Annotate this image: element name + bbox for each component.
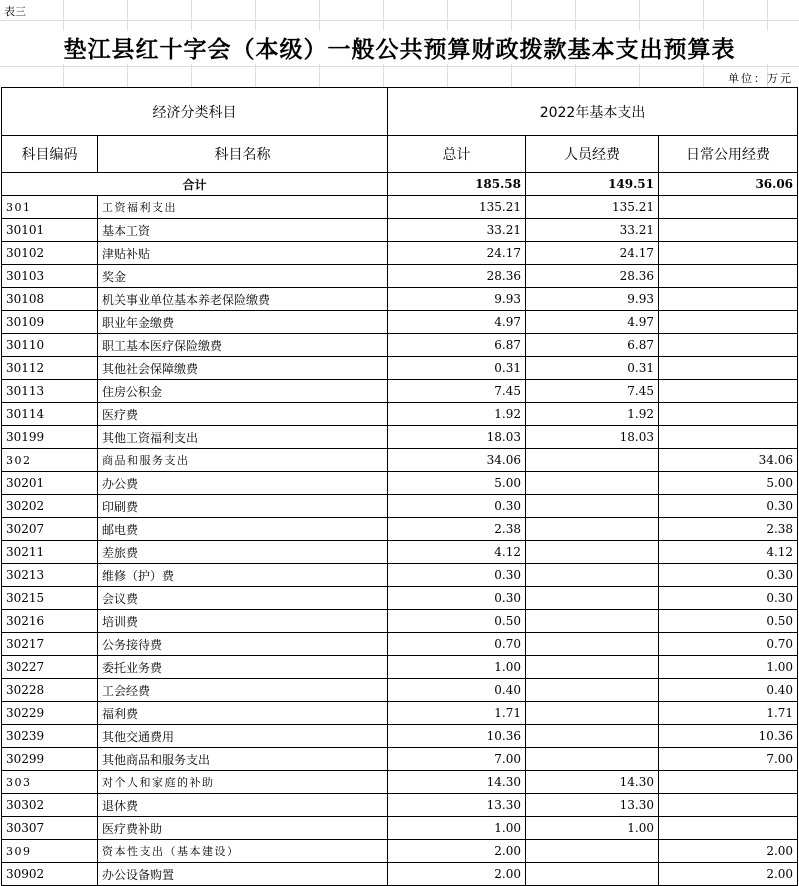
row-name: 委托业务费 <box>98 656 388 679</box>
row-personnel <box>526 702 659 725</box>
row-personnel: 4.97 <box>526 311 659 334</box>
table-row <box>2 288 798 311</box>
row-total: 4.12 <box>388 541 526 564</box>
row-code: 30199 <box>2 426 98 449</box>
row-name: 公务接待费 <box>98 633 388 656</box>
header-code: 科目编码 <box>2 136 98 173</box>
row-public: 0.30 <box>659 564 798 587</box>
row-total: 9.93 <box>388 288 526 311</box>
row-total: 24.17 <box>388 242 526 265</box>
row-code: 30112 <box>2 357 98 380</box>
row-personnel <box>526 748 659 771</box>
row-public: 5.00 <box>659 472 798 495</box>
row-name: 工资福利支出 <box>98 196 388 219</box>
table-row <box>2 426 798 449</box>
header-personnel: 人员经费 <box>526 136 659 173</box>
row-personnel <box>526 564 659 587</box>
row-public <box>659 771 798 794</box>
row-total: 10.36 <box>388 725 526 748</box>
row-personnel: 18.03 <box>526 426 659 449</box>
row-name: 医疗费 <box>98 403 388 426</box>
header-total: 总计 <box>388 136 526 173</box>
row-personnel: 6.87 <box>526 334 659 357</box>
row-public <box>659 196 798 219</box>
row-total: 33.21 <box>388 219 526 242</box>
table-row <box>2 633 798 656</box>
row-total: 5.00 <box>388 472 526 495</box>
row-name: 医疗费补助 <box>98 817 388 840</box>
header-name: 科目名称 <box>98 136 388 173</box>
row-total: 6.87 <box>388 334 526 357</box>
row-code: 30101 <box>2 219 98 242</box>
table-row <box>2 518 798 541</box>
row-total: 2.00 <box>388 840 526 863</box>
table-row <box>2 219 798 242</box>
table-row <box>2 610 798 633</box>
row-personnel <box>526 633 659 656</box>
row-total: 0.30 <box>388 564 526 587</box>
row-personnel: 0.31 <box>526 357 659 380</box>
row-public: 0.30 <box>659 587 798 610</box>
row-name: 其他商品和服务支出 <box>98 748 388 771</box>
grid-line <box>0 66 799 67</box>
row-total: 1.00 <box>388 656 526 679</box>
row-name: 其他交通费用 <box>98 725 388 748</box>
row-personnel: 135.21 <box>526 196 659 219</box>
row-name: 机关事业单位基本养老保险缴费 <box>98 288 388 311</box>
row-total: 0.30 <box>388 587 526 610</box>
row-personnel <box>526 449 659 472</box>
table-row <box>2 656 798 679</box>
row-code: 30108 <box>2 288 98 311</box>
row-name: 奖金 <box>98 265 388 288</box>
row-name: 商品和服务支出 <box>98 449 388 472</box>
row-personnel: 13.30 <box>526 794 659 817</box>
table-number-label: 表三 <box>4 5 26 18</box>
table-row <box>2 403 798 426</box>
row-personnel <box>526 725 659 748</box>
category-row <box>2 449 798 472</box>
row-public: 0.50 <box>659 610 798 633</box>
row-personnel: 14.30 <box>526 771 659 794</box>
table-row <box>2 725 798 748</box>
row-name: 会议费 <box>98 587 388 610</box>
row-code: 30216 <box>2 610 98 633</box>
row-total: 13.30 <box>388 794 526 817</box>
row-code: 302 <box>2 449 98 472</box>
total-label: 合计 <box>2 173 388 196</box>
table-row <box>2 794 798 817</box>
page-title: 垫江县红十字会（本级）一般公共预算财政拨款基本支出预算表 <box>0 31 799 64</box>
row-personnel <box>526 495 659 518</box>
row-code: 30114 <box>2 403 98 426</box>
total-personnel: 149.51 <box>526 173 659 196</box>
table-row <box>2 679 798 702</box>
row-code: 309 <box>2 840 98 863</box>
row-code: 30103 <box>2 265 98 288</box>
row-code: 30229 <box>2 702 98 725</box>
row-total: 1.92 <box>388 403 526 426</box>
row-personnel: 9.93 <box>526 288 659 311</box>
row-personnel: 7.45 <box>526 380 659 403</box>
row-public: 2.00 <box>659 863 798 886</box>
row-name: 差旅费 <box>98 541 388 564</box>
row-total: 0.30 <box>388 495 526 518</box>
row-personnel <box>526 541 659 564</box>
row-code: 30211 <box>2 541 98 564</box>
row-public <box>659 311 798 334</box>
row-code: 30215 <box>2 587 98 610</box>
row-total: 34.06 <box>388 449 526 472</box>
row-total: 2.38 <box>388 518 526 541</box>
row-total: 1.00 <box>388 817 526 840</box>
total-sum: 185.58 <box>388 173 526 196</box>
row-total: 18.03 <box>388 426 526 449</box>
row-code: 30217 <box>2 633 98 656</box>
table-row <box>2 495 798 518</box>
row-public <box>659 357 798 380</box>
row-personnel <box>526 863 659 886</box>
row-public: 34.06 <box>659 449 798 472</box>
table-row <box>2 817 798 840</box>
row-code: 30113 <box>2 380 98 403</box>
row-name: 培训费 <box>98 610 388 633</box>
row-code: 30299 <box>2 748 98 771</box>
row-total: 2.00 <box>388 863 526 886</box>
row-public <box>659 426 798 449</box>
row-code: 30239 <box>2 725 98 748</box>
row-code: 30307 <box>2 817 98 840</box>
grid-line <box>0 20 799 21</box>
row-name: 对个人和家庭的补助 <box>98 771 388 794</box>
row-public <box>659 380 798 403</box>
table-body <box>2 196 798 886</box>
row-public: 0.70 <box>659 633 798 656</box>
row-name: 办公费 <box>98 472 388 495</box>
table-row <box>2 863 798 886</box>
row-name: 邮电费 <box>98 518 388 541</box>
row-public: 10.36 <box>659 725 798 748</box>
row-name: 其他工资福利支出 <box>98 426 388 449</box>
row-public: 2.00 <box>659 840 798 863</box>
row-total: 7.00 <box>388 748 526 771</box>
row-public <box>659 265 798 288</box>
row-personnel <box>526 840 659 863</box>
table-row <box>2 748 798 771</box>
row-code: 30228 <box>2 679 98 702</box>
table-row <box>2 541 798 564</box>
table-row <box>2 587 798 610</box>
row-personnel: 24.17 <box>526 242 659 265</box>
row-public <box>659 794 798 817</box>
row-public <box>659 288 798 311</box>
row-name: 职业年金缴费 <box>98 311 388 334</box>
row-name: 工会经费 <box>98 679 388 702</box>
row-personnel <box>526 656 659 679</box>
total-row <box>2 173 798 196</box>
row-name: 津贴补贴 <box>98 242 388 265</box>
row-total: 1.71 <box>388 702 526 725</box>
row-code: 30227 <box>2 656 98 679</box>
category-row <box>2 840 798 863</box>
row-personnel <box>526 679 659 702</box>
row-public <box>659 403 798 426</box>
row-total: 14.30 <box>388 771 526 794</box>
row-name: 退休费 <box>98 794 388 817</box>
row-public <box>659 817 798 840</box>
table-row <box>2 242 798 265</box>
row-total: 0.31 <box>388 357 526 380</box>
table-row <box>2 380 798 403</box>
row-public: 7.00 <box>659 748 798 771</box>
header-econ-class: 经济分类科目 <box>2 88 388 136</box>
row-code: 303 <box>2 771 98 794</box>
table-row <box>2 472 798 495</box>
row-code: 30302 <box>2 794 98 817</box>
row-code: 30207 <box>2 518 98 541</box>
row-total: 0.70 <box>388 633 526 656</box>
row-name: 资本性支出（基本建设） <box>98 840 388 863</box>
row-public: 1.00 <box>659 656 798 679</box>
row-total: 0.50 <box>388 610 526 633</box>
table-row <box>2 702 798 725</box>
row-code: 30202 <box>2 495 98 518</box>
row-personnel: 28.36 <box>526 265 659 288</box>
header-public: 日常公用经费 <box>659 136 798 173</box>
row-total: 7.45 <box>388 380 526 403</box>
row-name: 其他社会保障缴费 <box>98 357 388 380</box>
row-name: 基本工资 <box>98 219 388 242</box>
row-code: 30201 <box>2 472 98 495</box>
row-name: 住房公积金 <box>98 380 388 403</box>
unit-label: 单位：万元 <box>728 72 793 85</box>
row-code: 30102 <box>2 242 98 265</box>
row-code: 30110 <box>2 334 98 357</box>
category-row <box>2 771 798 794</box>
row-name: 办公设备购置 <box>98 863 388 886</box>
row-personnel: 1.00 <box>526 817 659 840</box>
table-row <box>2 357 798 380</box>
row-personnel: 1.92 <box>526 403 659 426</box>
row-personnel <box>526 518 659 541</box>
row-personnel: 33.21 <box>526 219 659 242</box>
row-personnel <box>526 587 659 610</box>
row-public <box>659 219 798 242</box>
row-total: 0.40 <box>388 679 526 702</box>
row-public: 0.30 <box>659 495 798 518</box>
row-code: 30902 <box>2 863 98 886</box>
row-personnel <box>526 610 659 633</box>
row-public: 1.71 <box>659 702 798 725</box>
row-public: 4.12 <box>659 541 798 564</box>
row-total: 28.36 <box>388 265 526 288</box>
row-public: 0.40 <box>659 679 798 702</box>
row-public <box>659 242 798 265</box>
row-code: 301 <box>2 196 98 219</box>
row-public <box>659 334 798 357</box>
row-code: 30109 <box>2 311 98 334</box>
row-code: 30213 <box>2 564 98 587</box>
row-name: 职工基本医疗保险缴费 <box>98 334 388 357</box>
category-row <box>2 196 798 219</box>
table-row <box>2 334 798 357</box>
row-name: 维修（护）费 <box>98 564 388 587</box>
row-name: 印刷费 <box>98 495 388 518</box>
row-total: 4.97 <box>388 311 526 334</box>
header-basic-expenditure: 2022年基本支出 <box>388 88 798 136</box>
row-name: 福利费 <box>98 702 388 725</box>
table-row <box>2 265 798 288</box>
total-public: 36.06 <box>659 173 798 196</box>
row-public: 2.38 <box>659 518 798 541</box>
row-personnel <box>526 472 659 495</box>
budget-table <box>1 87 798 886</box>
table-row <box>2 311 798 334</box>
row-total: 135.21 <box>388 196 526 219</box>
table-row <box>2 564 798 587</box>
